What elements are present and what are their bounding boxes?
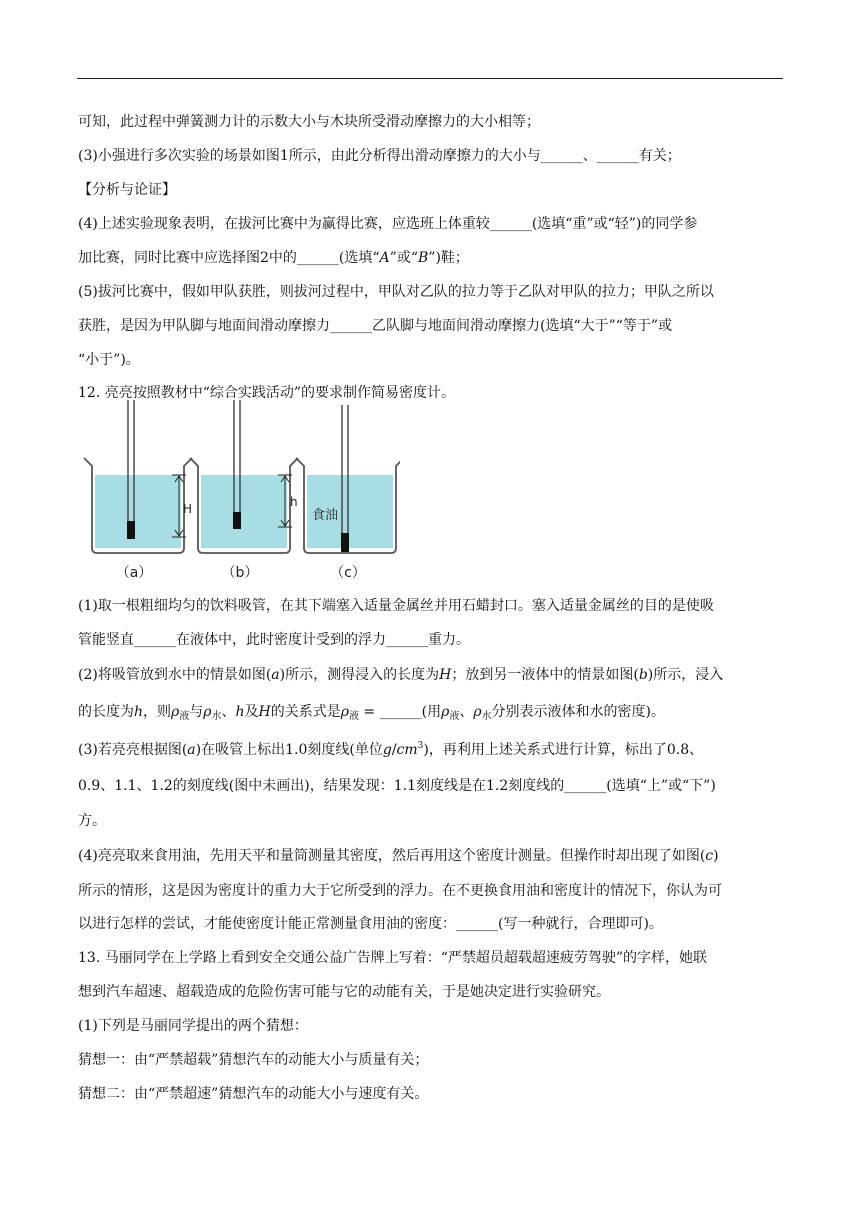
hypothesis-2: 猜想二：由“严禁超速”猜想汽车的动能大小与速度有关。 xyxy=(78,1086,429,1102)
label-oil: 食油 xyxy=(312,508,339,523)
label-h: h xyxy=(290,495,298,509)
beaker-b xyxy=(190,400,298,581)
question-12-part-3: (3)若亮亮根据图(a)在吸管上标出1.0刻度线(单位$g/cm^3$)，再利用上述关系式进行计算，标出了0.8、 xyxy=(78,741,704,758)
question-5-tug-of-war: (5)拔河比赛中，假如甲队获胜，则拔河过程中，甲队对乙队的拉力等于乙队对甲队的拉力；甲队之所以 xyxy=(78,284,714,300)
question-13-part-1: (1)下列是马丽同学提出的两个猜想： xyxy=(78,1018,308,1034)
hypothesis-1: 猜想一：由“严禁超载”猜想汽车的动能大小与质量有关； xyxy=(78,1052,429,1068)
question-12-part-1: (1)取一根粗细均匀的饮料吸管，在其下端塞入适量金属丝并用石蜡封口。塞入适量金属丝的目的是使吸 xyxy=(78,598,714,614)
beaker-c xyxy=(296,405,400,581)
question-12-part-4: (4)亮亮取来食用油，先用天平和量筒测量其密度，然后再用这个密度计测量。但操作时却出现了如图(c) xyxy=(78,848,719,864)
caption-b: （b） xyxy=(221,565,259,581)
text-line: 所示的情形，这是因为密度计的重力大于它所受到的浮力。在不更换食用油和密度计的情况下，你认为可 xyxy=(78,883,722,899)
header-rule xyxy=(77,78,783,79)
text-line: “小于”)。 xyxy=(78,352,140,368)
section-heading-analysis: 【分析与论证】 xyxy=(78,182,176,198)
text-line: 管能竖直______在液体中，此时密度计受到的浮力______重力。 xyxy=(78,632,470,648)
text-line: 想到汽车超速、超载造成的危险伤害可能与它的动能有关，于是她决定进行实验研究。 xyxy=(78,984,610,1000)
text-line: 获胜，是因为甲队脚与地面间滑动摩擦力______乙队脚与地面间滑动摩擦力(选填“大于”“等于”或 xyxy=(78,318,673,334)
label-H: H xyxy=(183,502,193,516)
question-3-friction: (3)小强进行多次实验的场景如图1所示，由此分析得出滑动摩擦力的大小与______、______有关； xyxy=(78,148,681,164)
beaker-a xyxy=(84,400,192,581)
question-13-title: 13. 马丽同学在上学路上看到安全交通公益广告牌上写着：“严禁超员超载超速疲劳驾驶”的字样，她联 xyxy=(78,950,708,966)
text-line: 方。 xyxy=(78,813,106,829)
text-line: 0.9、1.1、1.2的刻度线(图中未画出)，结果发现：1.1刻度线是在1.2刻度线的______(选填“上”或“下”) xyxy=(78,778,716,794)
question-12-title: 12. 亮亮按照教材中“综合实践活动”的要求制作简易密度计。 xyxy=(78,385,456,401)
caption-a: （a） xyxy=(115,565,153,581)
densimeter-figure xyxy=(80,395,400,585)
density-relation-line: 的长度为h，则$\rho_液$与$\rho_水$、h及H的关系式是$\rho_液$ = ______(用$\rho_液$、$\rho_水$分别表示液体和水的密度)。 xyxy=(78,704,666,722)
text-line: 加比赛，同时比赛中应选择图2中的______(选填“A”或“B”)鞋； xyxy=(78,250,469,266)
text-line: 以进行怎样的尝试，才能使密度计能正常测量食用油的密度：______(写一种就行，合理即可)。 xyxy=(78,916,663,932)
text-line: 可知，此过程中弹簧测力计的示数大小与木块所受滑动摩擦力的大小相等； xyxy=(78,114,540,130)
question-12-part-2: (2)将吸管放到水中的情景如图(a)所示，测得浸入的长度为H；放到另一液体中的情景如图(b)所示，浸入 xyxy=(78,667,724,683)
question-4-tug-of-war: (4)上述实验现象表明，在拔河比赛中为赢得比赛，应选班上体重较______(选填“重”或“轻”)的同学参 xyxy=(78,216,698,232)
caption-c: （c） xyxy=(330,565,366,581)
